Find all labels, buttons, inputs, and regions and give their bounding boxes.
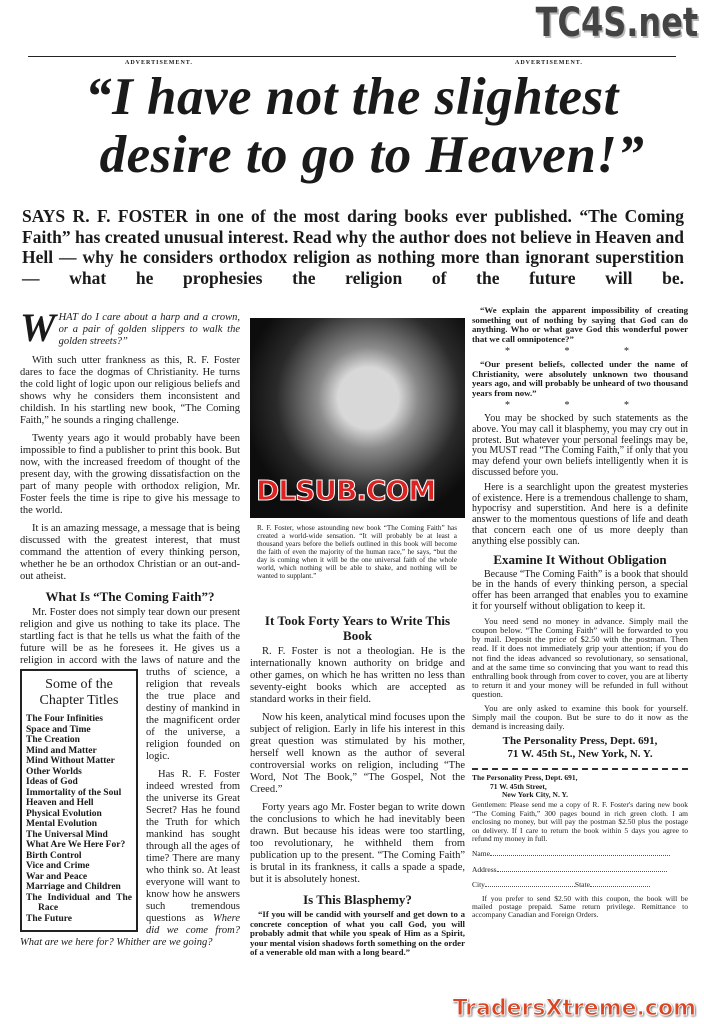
section-heading: Examine It Without Obligation bbox=[493, 551, 667, 567]
publisher-line: The Personality Press, Dept. 691, bbox=[502, 735, 658, 748]
chapter-title: The Creation bbox=[26, 735, 80, 745]
paragraph: You are only asked to examine this book for yourself. Simply mail the coupon. But be sure to do it now as the demand is increasing daily. bbox=[472, 702, 688, 731]
paragraph: It is an amazing message, a message that is being discussed with the greatest interest, that must command the attention of every thinking person, whether he be an orthodox Christian or an out-and-out atheist. bbox=[20, 523, 240, 582]
publisher-address bbox=[472, 735, 688, 761]
coupon-body: Gentlemen: Please send me a copy of R. F. Foster's daring new book “The Coming Faith,” 300 pages bound in rich green cloth. I am enclosing no money, but will pay the postman $2.50 plus the postage on delivery. If I care to return the book within 5 days you agree to refund my money in full. bbox=[472, 800, 688, 844]
chapter-title: Vice and Crime bbox=[26, 861, 90, 871]
chapter-title: Other Worlds bbox=[26, 766, 82, 777]
middle-column bbox=[250, 610, 465, 958]
left-column bbox=[20, 305, 240, 955]
quote: “We explain the apparent impossibility of creating something out of nothing by saying that God can do anything. Who or what gave God this wonderful power that we call omnipotence?” bbox=[472, 305, 688, 344]
advertisement-label: ADVERTISEMENT. bbox=[125, 60, 193, 66]
chapter-title: Heaven and Hell bbox=[26, 798, 94, 808]
address-label: Address bbox=[472, 864, 497, 874]
advertisement-label: ADVERTISEMENT. bbox=[515, 60, 583, 66]
chapter-title: Immortality of the Soul bbox=[26, 787, 122, 798]
chapter-title: The Individual and The Race bbox=[26, 892, 132, 913]
paragraph: Now his keen, analytical mind focuses upon the subject of religion. Early in life his interest in this great question was stimulated by his mother, herself well known as the author of several controversial works on religion, including “The Word, Not The Book,” “The Gospel, Not the Creed.” bbox=[250, 712, 465, 795]
name-field[interactable] bbox=[472, 850, 688, 858]
headline-line: desire to go to Heaven!” bbox=[99, 126, 645, 184]
paragraph-text: Has R. F. Foster indeed wrested from the universe its Great Secret? Has he found the Truth for which mankind has sought through all the ages of time? There are many who think so. At least everyone will want to know how he answers such tremendous questions as bbox=[146, 769, 240, 924]
watermark-logo: TC4S.net bbox=[535, 0, 698, 46]
paragraph: Because “The Coming Faith” is a book that should be in the hands of every thinking person, a special offer has been arranged that enables you to examine it for yourself without obligation to keep it. bbox=[472, 568, 688, 612]
chapter-title: Ideas of God bbox=[26, 777, 78, 787]
paragraph: You need send no money in advance. Simply mail the coupon below. “The Coming Faith” will be forwarded to you by mail. Deposit the price of $2.50 with the postman. Then read. If it does not immediately grip your attention; if you do not find the ideas advanced so revolutionary, so sensational, and at the same time so convincing that you want to read this enthralling book through from cover to cover, you are at liberty to return it and your money will be refunded in full without question. bbox=[472, 615, 688, 700]
chapter-title: War and Peace bbox=[26, 871, 88, 882]
quote: “Our present beliefs, collected under the name of Christianity, were absolutely unknown two thousand years ago, and will probably be unheard of two thousand years from now.” bbox=[472, 359, 688, 398]
chapter-title: The Universal Mind bbox=[26, 829, 108, 840]
box-title: Some of the Chapter Titles bbox=[39, 677, 119, 708]
coupon-note: If you prefer to send $2.50 with this coupon, the book will be mailed postage prepaid. Same return privilege. Remittance to accompany Canadian and Foreign Orders. bbox=[472, 893, 688, 920]
headline bbox=[20, 68, 684, 184]
paragraph: R. F. Foster is not a theologian. He is the internationally known authority on bridge and other games, on which he has written no less than seventy-eight books which are accepted as standard works in their field. bbox=[250, 646, 465, 705]
watermark-tradersxtreme: TradersXtreme.com bbox=[452, 996, 696, 1021]
address-field[interactable] bbox=[472, 866, 688, 874]
section-heading: What Is “The Coming Faith”? bbox=[45, 589, 215, 604]
order-coupon bbox=[472, 774, 688, 920]
city-label: City bbox=[472, 880, 485, 890]
coupon-address: New York City, N. Y. bbox=[502, 790, 569, 799]
photo-caption: R. F. Foster, whose astounding new book “The Coming Faith” has created a world-wide sensation. “It will probably be at least a thousand years before the beliefs outlined in this book will become the faith of even the majority of the human race,” he says, “but the day is coming when it will be the one universal faith of the whole world, which nothing will be able to shake, and nothing will be wanted to supplant.” bbox=[257, 524, 457, 580]
paragraph: You may be shocked by such statements as the above. You may call it blasphemy, you may cry out in protest. But whatever your personal feelings may be, you MUST read “The Coming Faith,” if only that you may defend your own beliefs intelligently when it is discussed before you. bbox=[472, 413, 688, 478]
paragraph: Here is a searchlight upon the greatest mysteries of existence. Here is a tremendous challenge to sham, hypocrisy and superstition. And here is a definite answer to the momentous questions of life and death that concern each one of us more deeply than anything else possibly can. bbox=[472, 481, 688, 547]
paragraph: Forty years ago Mr. Foster began to write down the conclusions to which he had inevitably been drawn. But because his ideas were too startling, too revolutionary, he withheld them from publication up to the present. “The Coming Faith” is brutal in its frankness, it calls a spade a spade, but it is absolutely honest. bbox=[250, 802, 465, 885]
drop-cap: W bbox=[20, 305, 56, 350]
intro-paragraph: SAYS R. F. FOSTER in one of the most daring books ever published. “The Coming Faith” has created unusual interest. Read why the author does not believe in Heaven and Hell — why he considers orthodox religion as nothing more than ignorant superstition — what he prophesies the religion of the future will be. bbox=[22, 206, 684, 288]
state-label: State bbox=[574, 880, 590, 890]
chapter-title: Marriage and Children bbox=[26, 882, 121, 892]
coupon-cut-line bbox=[472, 768, 688, 770]
chapter-title: The Future bbox=[26, 913, 73, 924]
paragraph: Mr. Foster does not simply tear down our present religion and give us nothing to take its place. The startling fact is that he tells us what the faith of the future will be as he foresees it. He gives us a religion in accord with the laws of nature and the truths of science, a religion that reveals the true place and destiny of mankind in the magnificent order of the universe, a religion founded on logic. bbox=[20, 607, 240, 762]
chapter-title: Space and Time bbox=[26, 724, 91, 735]
paragraph-italic: Where did we come from? What are we here for? Whither are we going? bbox=[20, 913, 240, 948]
chapter-title: Mind Without Matter bbox=[26, 756, 115, 766]
watermark-dlsub: DLSUB.COM bbox=[256, 474, 436, 507]
paragraph: With such utter frankness as this, R. F. Foster dares to face the dogmas of Christianity. He turns the cold light of logic upon our religious beliefs and shows why he considers them inconsistent and childish. In his startling new book, “The Coming Faith,” he sounds a ringing challenge. bbox=[20, 355, 240, 426]
divider-stars: * * * bbox=[505, 400, 655, 411]
chapter-title: Mental Evolution bbox=[26, 819, 97, 829]
coupon-address: 71 W. 45th Street, bbox=[490, 781, 547, 791]
top-rule bbox=[28, 56, 676, 57]
right-column bbox=[472, 306, 688, 920]
section-heading: It Took Forty Years to Write This Book bbox=[264, 613, 451, 643]
lead-quote: HAT do I care about a harp and a crown, or a pair of golden slippers to walk the golden streets?” bbox=[58, 312, 240, 347]
publisher-line: 71 W. 45th St., New York, N. Y. bbox=[507, 748, 653, 761]
name-label: Name bbox=[472, 849, 490, 859]
section-heading: Is This Blasphemy? bbox=[303, 892, 412, 907]
blasphemy-quote: “If you will be candid with yourself and get down to a concrete conception of what you call God, you will probably admit that while you speak of Him as a Spirit, your mental vision shadows forth something on the order of a venerable old man with a long beard.” bbox=[250, 909, 465, 957]
chapter-title: The Four Infinities bbox=[26, 714, 103, 724]
city-state-field[interactable] bbox=[472, 881, 688, 889]
divider-stars: * * * bbox=[505, 346, 655, 357]
chapter-title: Physical Evolution bbox=[26, 808, 102, 819]
paragraph: Twenty years ago it would probably have been impossible to find a publisher to print this book. But now, with the increased freedom of thought of the present day, with the growing dissatisfaction on the part of many people with orthodox religion, Mr. Foster feels the time is ripe to give his message to the world. bbox=[20, 433, 240, 516]
coupon-address: The Personality Press, Dept. 691, bbox=[472, 773, 578, 783]
chapter-titles-box bbox=[20, 669, 138, 932]
chapter-title: Birth Control bbox=[26, 850, 82, 861]
chapter-title: What Are We Here For? bbox=[26, 840, 126, 850]
headline-line: “I have not the slightest bbox=[85, 68, 619, 126]
chapter-title: Mind and Matter bbox=[26, 745, 97, 756]
